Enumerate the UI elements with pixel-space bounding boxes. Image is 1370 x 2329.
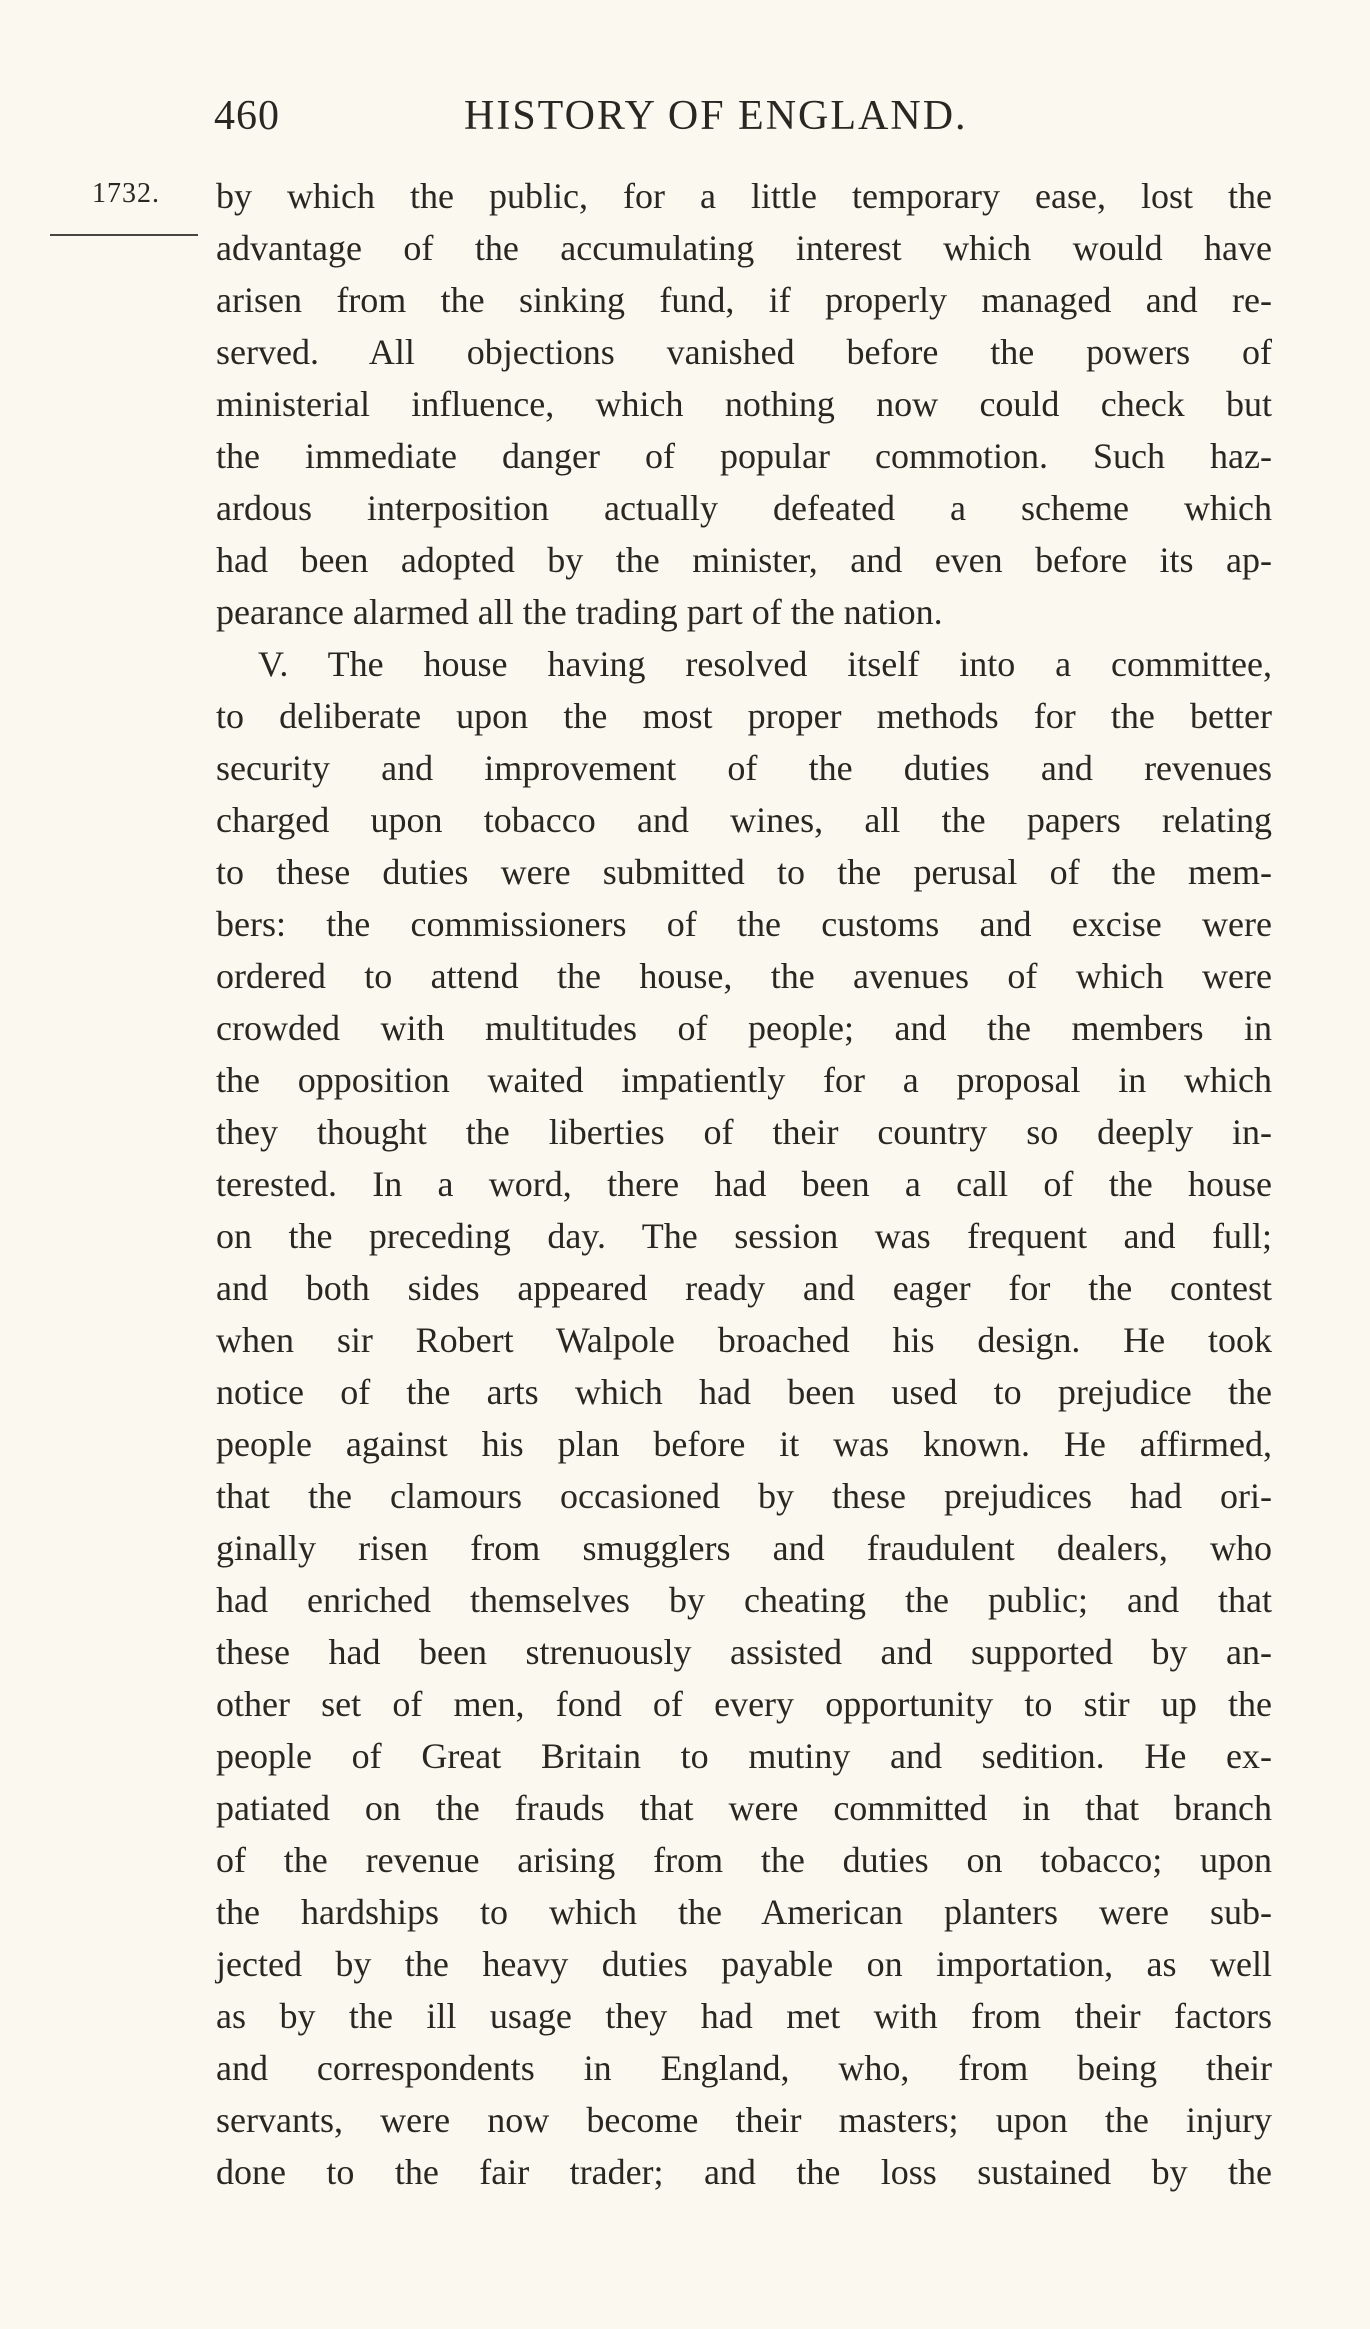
text-line: V. The house having resolved itself into a committee, (258, 644, 1272, 684)
running-head (214, 92, 1044, 148)
text-line: terested. In a word, there had been a call of the house (216, 1164, 1272, 1204)
text-line: other set of men, fond of every opportunity to stir up the (216, 1684, 1272, 1724)
text-line: served. All objections vanished before the powers of (216, 332, 1272, 372)
text-line: that the clamours occasioned by these prejudices had ori- (216, 1476, 1272, 1516)
text-line: patiated on the frauds that were committed in that branch (216, 1788, 1272, 1828)
text-line: as by the ill usage they had met with from their factors (216, 1996, 1272, 2036)
text-line: people against his plan before it was known. He affirmed, (216, 1424, 1272, 1464)
text-line: jected by the heavy duties payable on importation, as well (216, 1944, 1272, 1984)
text-line: arisen from the sinking fund, if properly managed and re- (216, 280, 1272, 320)
book-title: HISTORY OF ENGLAND. (464, 93, 968, 139)
text-line: crowded with multitudes of people; and the members in (216, 1008, 1272, 1048)
text-line: ministerial influence, which nothing now could check but (216, 384, 1272, 424)
page-number: 460 (214, 93, 280, 139)
text-line: to these duties were submitted to the perusal of the mem- (216, 852, 1272, 892)
text-line: they thought the liberties of their country so deeply in- (216, 1112, 1272, 1152)
text-line: by which the public, for a little temporary ease, lost the (216, 176, 1272, 216)
text-line: had been adopted by the minister, and even before its ap- (216, 540, 1272, 580)
text-line: bers: the commissioners of the customs and excise were (216, 904, 1272, 944)
text-line: servants, were now become their masters; upon the injury (216, 2100, 1272, 2140)
text-line: ardous interposition actually defeated a scheme which (216, 488, 1272, 528)
text-line: charged upon tobacco and wines, all the papers relating (216, 800, 1272, 840)
text-line: pearance alarmed all the trading part of the nation. (216, 592, 943, 632)
text-line: of the revenue arising from the duties on tobacco; upon (216, 1840, 1272, 1880)
text-line: done to the fair trader; and the loss sustained by the (216, 2152, 1272, 2192)
text-line: and both sides appeared ready and eager for the contest (216, 1268, 1272, 1308)
text-line: ginally risen from smugglers and fraudulent dealers, who (216, 1528, 1272, 1568)
text-line: the hardships to which the American planters were sub- (216, 1892, 1272, 1932)
text-line: on the preceding day. The session was frequent and full; (216, 1216, 1272, 1256)
margin-year-note: 1732. (92, 178, 160, 209)
text-line: had enriched themselves by cheating the public; and that (216, 1580, 1272, 1620)
text-line: these had been strenuously assisted and supported by an- (216, 1632, 1272, 1672)
text-line: ordered to attend the house, the avenues of which were (216, 956, 1272, 996)
text-line: the opposition waited impatiently for a proposal in which (216, 1060, 1272, 1100)
text-line: security and improvement of the duties and revenues (216, 748, 1272, 788)
text-line: notice of the arts which had been used to prejudice the (216, 1372, 1272, 1412)
text-line: people of Great Britain to mutiny and sedition. He ex- (216, 1736, 1272, 1776)
text-line: to deliberate upon the most proper methods for the better (216, 696, 1272, 736)
text-line: when sir Robert Walpole broached his design. He took (216, 1320, 1272, 1360)
text-line: the immediate danger of popular commotion. Such haz- (216, 436, 1272, 476)
text-line: advantage of the accumulating interest which would have (216, 228, 1272, 268)
body-text (216, 170, 1272, 2198)
text-line: and correspondents in England, who, from being their (216, 2048, 1272, 2088)
margin-rule (50, 234, 198, 236)
